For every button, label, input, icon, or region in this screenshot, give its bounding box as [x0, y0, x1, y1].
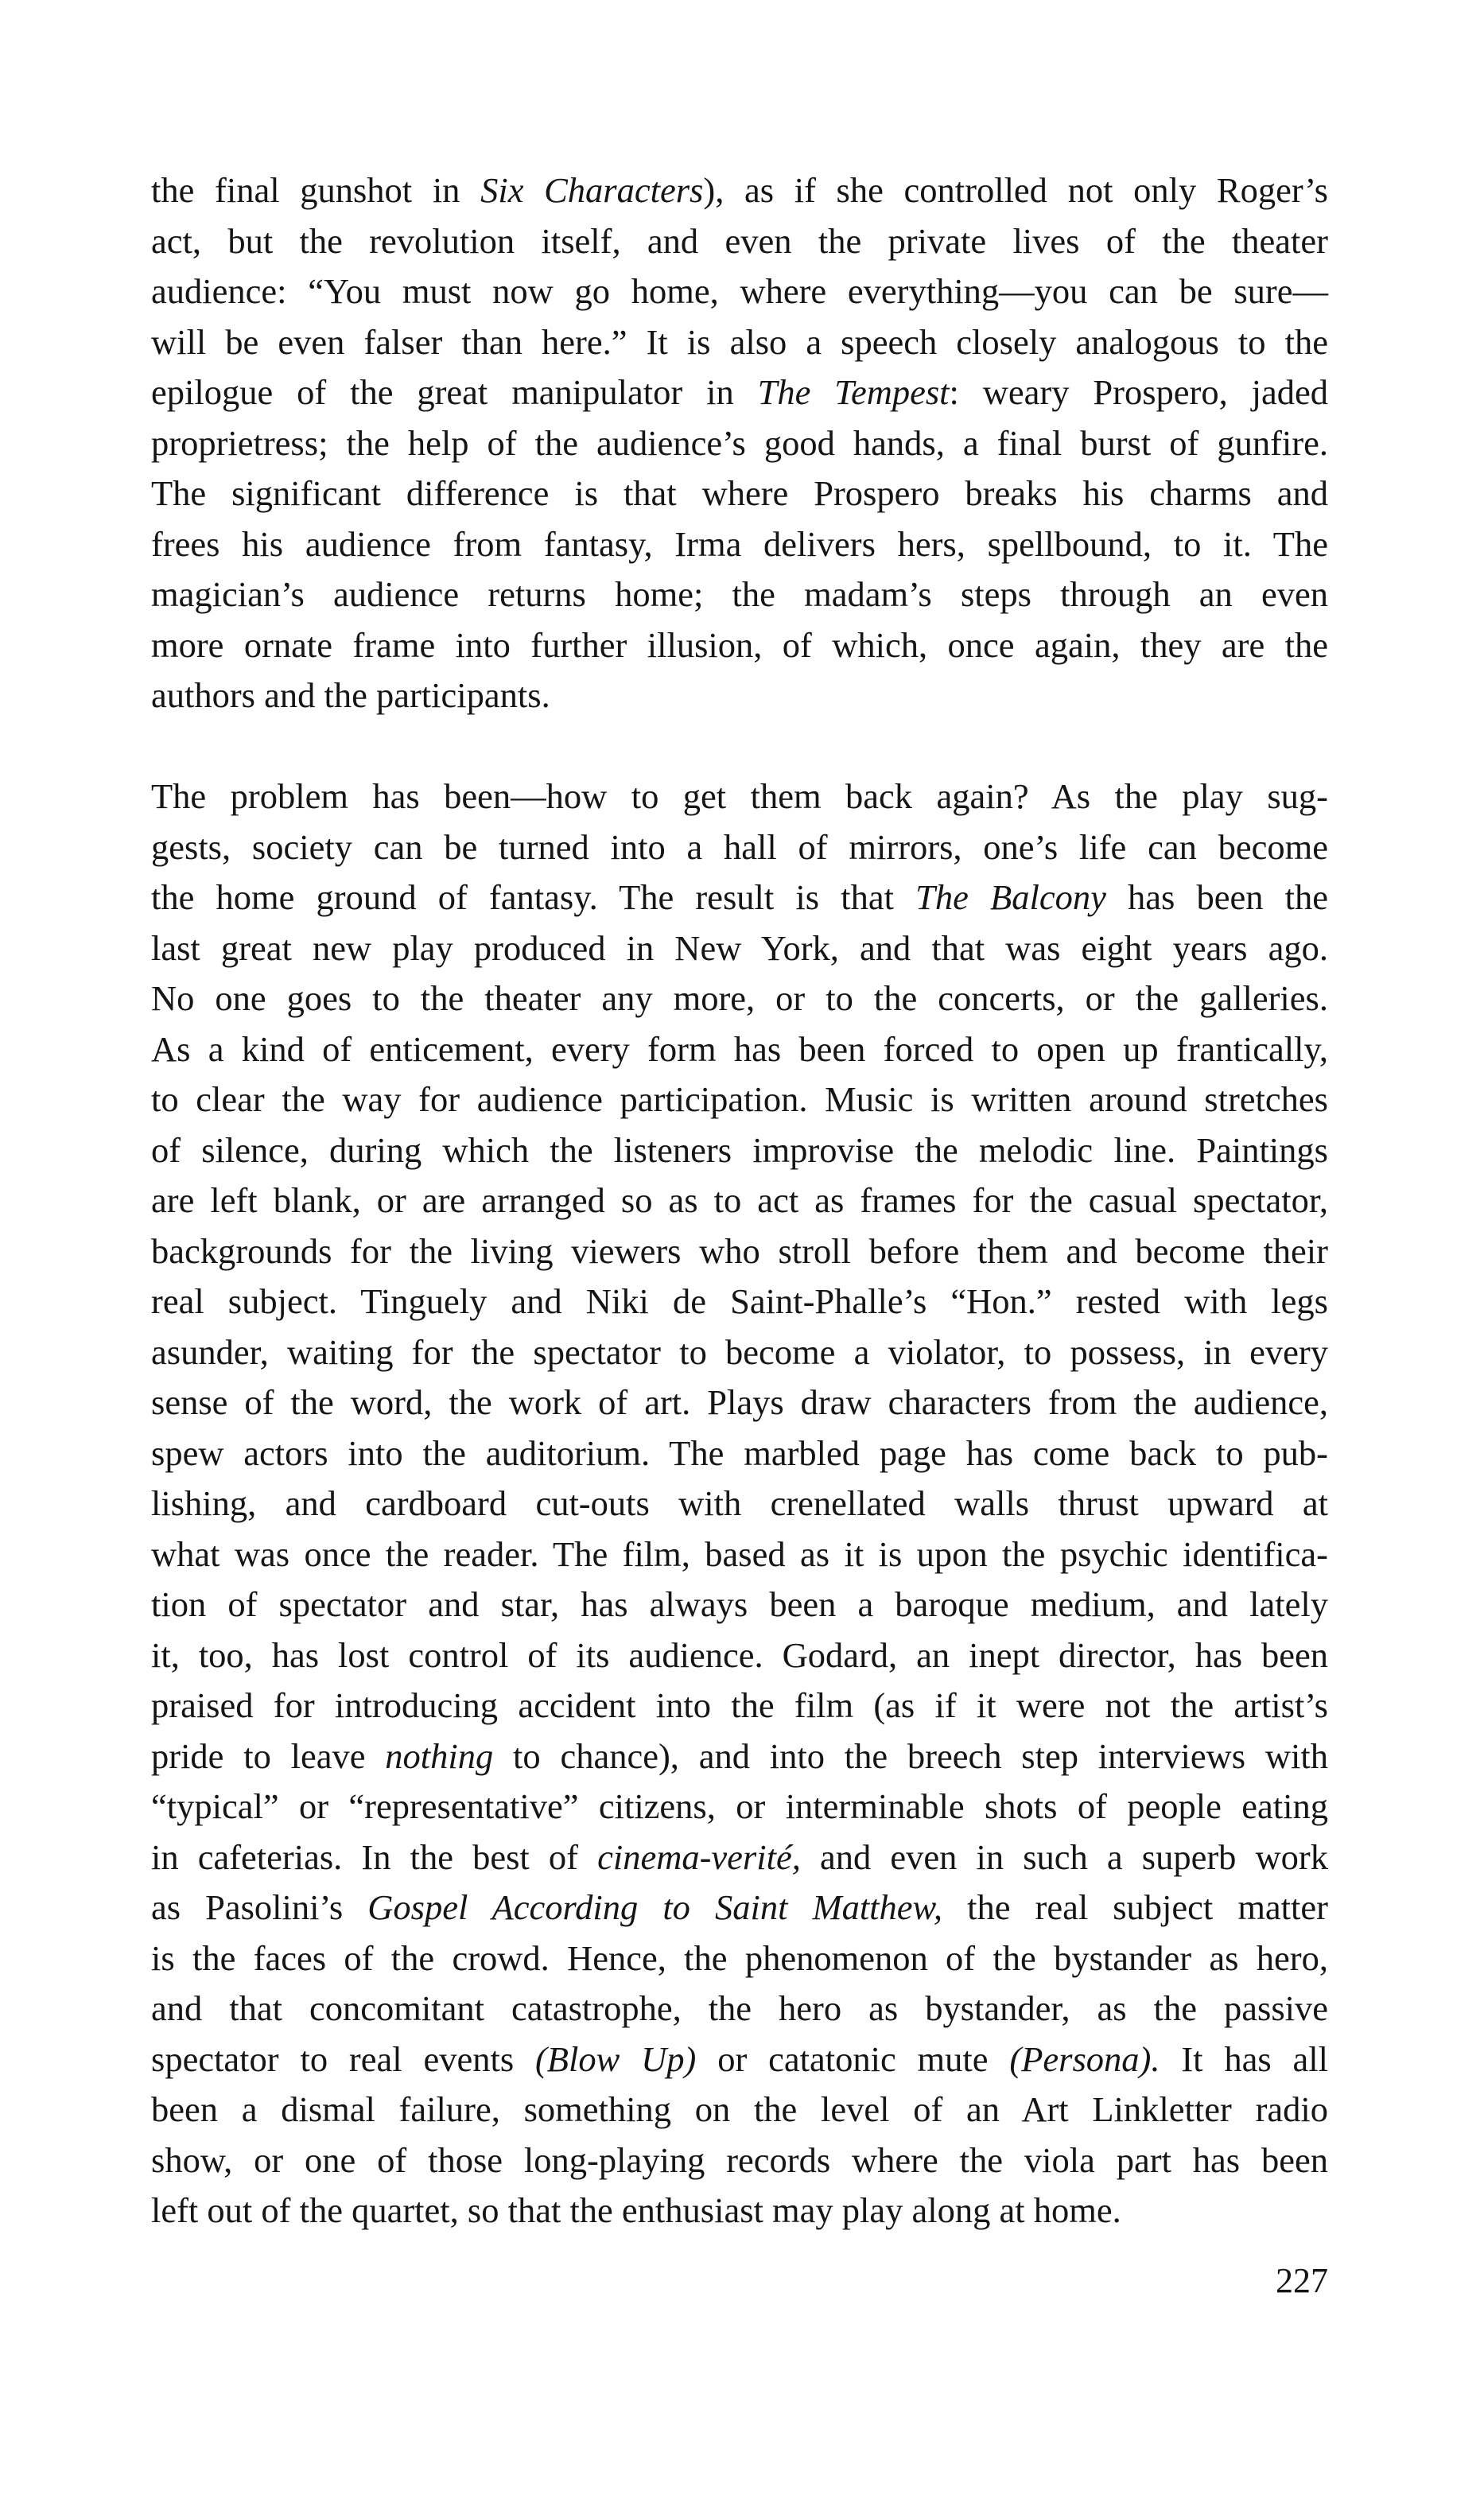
- text-segment: “typical” or “representative” citizens, or interminable shots of people eating: [151, 1786, 1328, 1826]
- text-line: [151, 519, 1328, 570]
- text-line: [151, 418, 1328, 469]
- italic-text: Gospel According to Saint Matthew,: [367, 1887, 943, 1927]
- text-line: [151, 1933, 1328, 1984]
- text-segment: act, but the revolution itself, and even the private lives of the theater: [151, 220, 1328, 261]
- paragraph-1: [151, 165, 1328, 721]
- text-line: [151, 1276, 1328, 1327]
- text-line: [151, 1580, 1328, 1630]
- text-segment: been a dismal failure, something on the level of an Art Linkletter radio: [151, 2089, 1328, 2129]
- italic-text: The Tempest: [757, 372, 950, 412]
- text-segment: backgrounds for the living viewers who stroll before them and become their: [151, 1230, 1328, 1271]
- page-number: 227: [1276, 2261, 1328, 2300]
- text-segment: frees his audience from fantasy, Irma delivers hers, spellbound, to it. The: [151, 523, 1328, 564]
- text-segment: the real subject matter: [942, 1887, 1328, 1927]
- text-line: [151, 620, 1328, 671]
- italic-text: cinema-verité,: [597, 1836, 801, 1877]
- text-segment: and that concomitant catastrophe, the hero as bystander, as the passive: [151, 1988, 1328, 2028]
- text-segment: will be even falser than here.” It is also a speech closely analogous to the: [151, 321, 1328, 362]
- text-line: [151, 1175, 1328, 1226]
- text-segment: : weary Prospero, jaded: [949, 372, 1328, 412]
- text-segment: ), as if she controlled not only Roger’s: [703, 170, 1328, 210]
- text-line: [151, 1327, 1328, 1378]
- italic-text: Six Characters: [480, 170, 704, 210]
- text-segment: has been the: [1105, 877, 1328, 917]
- text-line: [151, 1378, 1328, 1428]
- text-line: [151, 2085, 1328, 2135]
- text-line: [151, 1782, 1328, 1832]
- text-segment: are left blank, or are arranged so as to act as frames for the casual spectator,: [151, 1180, 1328, 1220]
- text-segment: in cafeterias. In the best of: [151, 1836, 598, 1877]
- text-line: [151, 771, 1328, 822]
- text-segment: last great new play produced in New York, and that was eight years ago.: [151, 927, 1328, 968]
- text-segment: real subject. Tinguely and Niki de Saint-Phalle’s “Hon.” rested with legs: [151, 1281, 1328, 1321]
- text-segment: proprietress; the help of the audience’s good hands, a final burst of gunfire.: [151, 422, 1328, 463]
- text-segment: the home ground of fantasy. The result is that: [151, 877, 916, 917]
- text-line: [151, 266, 1328, 317]
- text-segment: It has all: [1160, 2038, 1328, 2079]
- italic-text: nothing: [385, 1735, 494, 1776]
- text-segment: magician’s audience returns home; the madam’s steps through an even: [151, 574, 1328, 614]
- text-line: [151, 872, 1328, 923]
- text-segment: The significant difference is that where Prospero breaks his charms and: [151, 473, 1328, 513]
- text-line: [151, 2135, 1328, 2186]
- text-segment: as Pasolini’s: [151, 1887, 368, 1927]
- text-segment: or catatonic mute: [696, 2038, 1010, 2079]
- text-line: [151, 1479, 1328, 1529]
- text-line: [151, 822, 1328, 873]
- text-line: [151, 1226, 1328, 1277]
- text-segment: No one goes to the theater any more, or to the concerts, or the galleries.: [151, 978, 1328, 1018]
- text-segment: gests, society can be turned into a hall of mirrors, one’s life can become: [151, 826, 1328, 867]
- text-segment: The problem has been—how to get them back again? As the play sug-: [151, 776, 1328, 816]
- text-line: [151, 569, 1328, 620]
- text-line: [151, 1984, 1328, 2034]
- text-segment: epilogue of the great manipulator in: [151, 372, 758, 412]
- text-segment: lishing, and cardboard cut-outs with crenellated walls thrust upward at: [151, 1483, 1328, 1523]
- text-line: [151, 1024, 1328, 1075]
- text-line: [151, 367, 1328, 418]
- text-line: [151, 165, 1328, 216]
- text-line: [151, 670, 1328, 721]
- text-segment: praised for introducing accident into the film (as if it were not the artist’s: [151, 1685, 1328, 1725]
- italic-text: (Blow Up): [534, 2038, 697, 2079]
- text-segment: spew actors into the auditorium. The marbled page has come back to pub-: [151, 1432, 1328, 1473]
- text-line: [151, 923, 1328, 974]
- text-line: [151, 1074, 1328, 1125]
- paragraph-2: [151, 771, 1328, 2236]
- text-line: [151, 1883, 1328, 1933]
- text-segment: to clear the way for audience participation. Music is written around stretches: [151, 1079, 1328, 1119]
- text-line: [151, 1832, 1328, 1883]
- text-line: [151, 2034, 1328, 2085]
- text-line: [151, 468, 1328, 519]
- text-segment: is the faces of the crowd. Hence, the phenomenon of the bystander as hero,: [151, 1937, 1328, 1978]
- text-line: [151, 2186, 1328, 2236]
- text-segment: it, too, has lost control of its audience. Godard, an inept director, has been: [151, 1634, 1328, 1675]
- text-segment: spectator to real events: [151, 2038, 535, 2079]
- text-segment: sense of the word, the work of art. Plays draw characters from the audience,: [151, 1382, 1328, 1422]
- text-segment: show, or one of those long-playing records where the viola part has been: [151, 2139, 1328, 2180]
- text-line: [151, 216, 1328, 267]
- text-segment: left out of the quartet, so that the enthusiast may play along at home.: [151, 2190, 1121, 2230]
- text-segment: asunder, waiting for the spectator to become a violator, to possess, in every: [151, 1331, 1328, 1372]
- text-segment: of silence, during which the listeners improvise the melodic line. Paintings: [151, 1129, 1328, 1170]
- text-line: [151, 1681, 1328, 1731]
- text-line: [151, 1630, 1328, 1681]
- text-segment: authors and the participants.: [151, 675, 550, 715]
- text-line: [151, 1529, 1328, 1580]
- italic-text: (Persona).: [1009, 2038, 1160, 2079]
- text-segment: tion of spectator and star, has always been a baroque medium, and lately: [151, 1584, 1328, 1624]
- text-segment: audience: “You must now go home, where everything—you can be sure—: [151, 271, 1328, 311]
- text-segment: As a kind of enticement, every form has been forced to open up frantically,: [151, 1028, 1328, 1069]
- text-line: [151, 1731, 1328, 1782]
- text-segment: to chance), and into the breech step interviews with: [493, 1735, 1328, 1776]
- text-segment: pride to leave: [151, 1735, 386, 1776]
- italic-text: The Balcony: [915, 877, 1106, 917]
- text-segment: the final gunshot in: [151, 170, 481, 210]
- text-line: [151, 1428, 1328, 1479]
- text-line: [151, 973, 1328, 1024]
- text-segment: and even in such a superb work: [800, 1836, 1328, 1877]
- text-line: [151, 317, 1328, 368]
- text-segment: what was once the reader. The film, based as it is upon the psychic identifica-: [151, 1533, 1328, 1574]
- text-line: [151, 1125, 1328, 1176]
- text-segment: more ornate frame into further illusion, of which, once again, they are the: [151, 624, 1328, 665]
